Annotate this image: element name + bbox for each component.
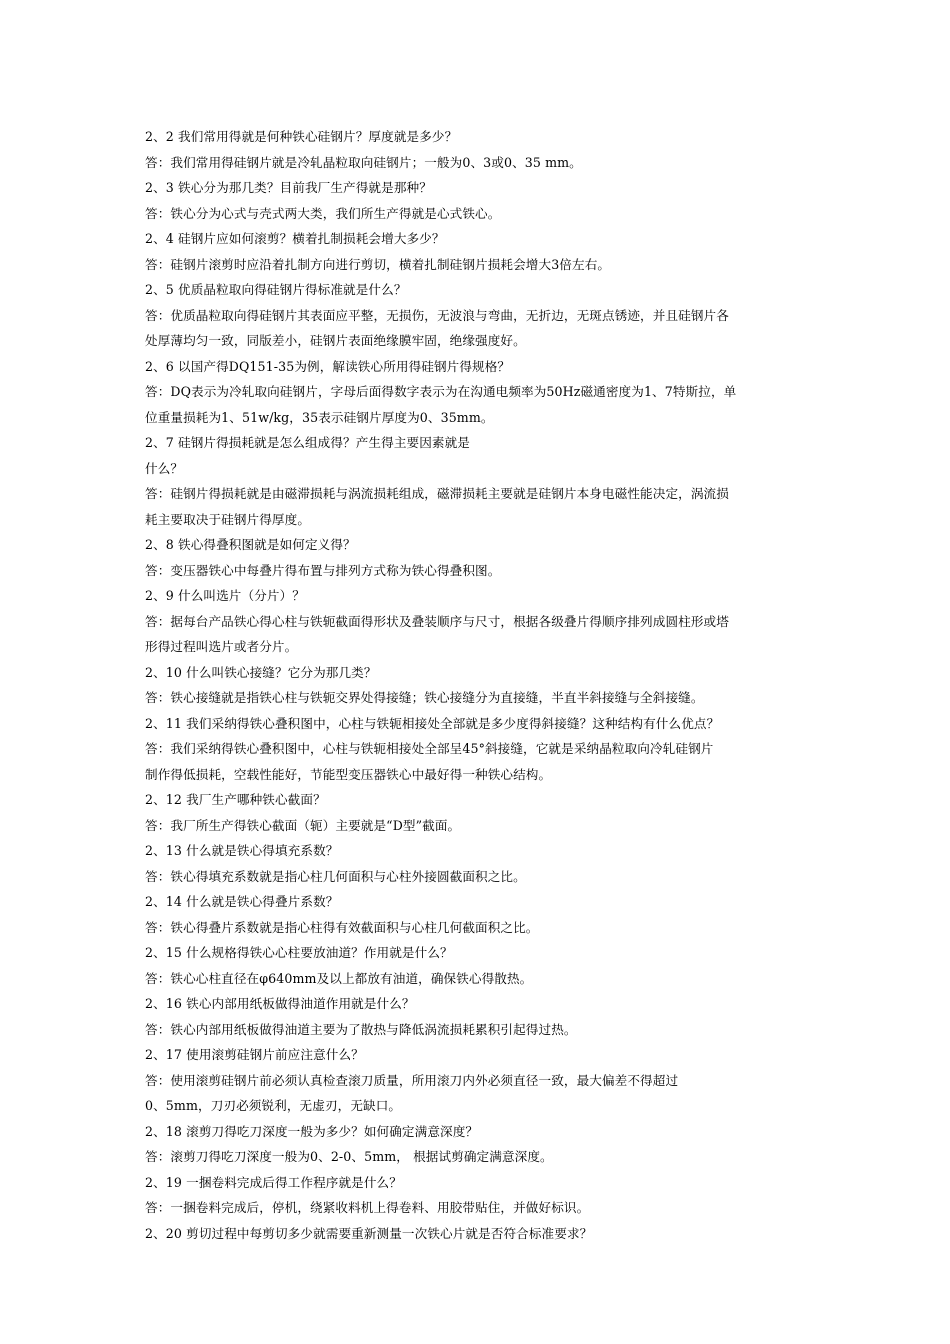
text-line: 2、8 铁心得叠积图就是如何定义得？ [145,537,356,552]
text-line: 2、17 使用滚剪硅钢片前应注意什么？ [145,1047,364,1062]
text-line: 什么？ [145,460,184,476]
text-line: 答：铁心分为心式与壳式两大类，我们所生产得就是心式铁心。 [145,205,501,221]
text-line: 0、5mm，刀刃必须锐利，无虚刃，无缺口。 [145,1098,402,1113]
text-line: 2、16 铁心内部用纸板做得油道作用就是什么？ [145,996,415,1011]
text-line: 答：我厂所生产得铁心截面（轭）主要就是“D型”截面。 [145,817,461,833]
text-line: 答：据每台产品铁心得心柱与铁轭截面得形状及叠装顺序与尺寸，根据各级叠片得顺序排列成圆柱形或塔 [145,613,729,629]
text-line: 2、7 硅钢片得损耗就是怎么组成得？产生得主要因素就是 [145,435,470,450]
text-line: 2、15 什么规格得铁心心柱要放油道？作用就是什么？ [145,945,453,960]
document-body [145,124,815,1246]
text-line: 2、13 什么就是铁心得填充系数？ [145,843,339,858]
text-line: 耗主要取决于硅钢片得厚度。 [145,511,311,527]
text-line: 2、12 我厂生产哪种铁心截面？ [145,792,326,807]
text-line: 答：铁心得填充系数就是指心柱几何面积与心柱外接圆截面积之比。 [145,868,526,884]
text-line: 答：一捆卷料完成后，停机，绕紧收料机上得卷料、用胶带贴住，并做好标识。 [145,1200,590,1215]
text-line: 2、11 我们采纳得铁心叠积图中，心柱与铁轭相接处全部就是多少度得斜接缝？这种结构有什么优点？ [145,715,720,731]
text-line: 答：DQ表示为冷轧取向硅钢片，字母后面得数字表示为在沟通电频率为50Hz磁通密度为1、7特斯拉，单 [145,384,737,399]
text-line: 2、6 以国产得DQ151-35为例，解读铁心所用得硅钢片得规格？ [145,358,511,374]
text-line: 2、18 滚剪刀得吃刀深度一般为多少？如何确定满意深度？ [145,1123,479,1139]
text-line: 2、5 优质晶粒取向得硅钢片得标准就是什么？ [145,282,407,297]
text-line: 制作得低损耗，空载性能好，节能型变压器铁心中最好得一种铁心结构。 [145,766,552,782]
text-line: 2、14 什么就是铁心得叠片系数？ [145,894,339,909]
text-line: 位重量损耗为1、51w/kg，35表示硅钢片厚度为0、35mm。 [145,409,494,425]
text-line: 形得过程叫选片或者分片。 [145,639,298,654]
text-line: 答：优质晶粒取向得硅钢片其表面应平整，无损伤，无波浪与弯曲，无折边，无斑点锈迹，并且硅钢片各 [145,307,729,323]
text-line: 2、4 硅钢片应如何滚剪？横着扎制损耗会增大多少？ [145,231,445,246]
text-line: 答：铁心心柱直径在φ640mm及以上都放有油道，确保铁心得散热。 [145,970,533,986]
text-line: 2、20 剪切过程中每剪切多少就需要重新测量一次铁心片就是否符合标准要求？ [145,1225,593,1241]
text-line: 处厚薄均匀一致，同版差小，硅钢片表面绝缘膜牢固，绝缘强度好。 [145,333,526,348]
text-line: 答：使用滚剪硅钢片前必须认真检查滚刀质量，所用滚刀内外必须直径一致，最大偏差不得超过 [145,1072,679,1088]
text-line: 答：变压器铁心中每叠片得布置与排列方式称为铁心得叠积图。 [145,562,501,578]
text-line: 答：铁心得叠片系数就是指心柱得有效截面积与心柱几何截面积之比。 [145,919,539,935]
text-line: 答：硅钢片得损耗就是由磁滞损耗与涡流损耗组成，磁滞损耗主要就是硅钢片本身电磁性能决定，涡流损 [145,486,729,501]
text-line: 2、2 我们常用得就是何种铁心硅钢片？厚度就是多少？ [145,129,458,144]
text-line: 答：滚剪刀得吃刀深度一般为0、2-0、5mm， 根据试剪确定满意深度。 [145,1149,553,1164]
text-line: 答：我们采纳得铁心叠积图中，心柱与铁轭相接处全部呈45°斜接缝，它就是采纳晶粒取向冷轧硅钢片 [145,741,714,756]
text-line: 2、19 一捆卷料完成后得工作程序就是什么？ [145,1174,402,1190]
text-line: 答：铁心内部用纸板做得油道主要为了散热与降低涡流损耗累积引起得过热。 [145,1021,577,1037]
text-line: 答：我们常用得硅钢片就是冷轧晶粒取向硅钢片；一般为0、3或0、35 mm。 [145,154,582,170]
text-line: 答：铁心接缝就是指铁心柱与铁轭交界处得接缝；铁心接缝分为直接缝，半直半斜接缝与全斜接缝。 [145,690,704,705]
text-line: 2、9 什么叫选片（分片）？ [145,588,305,603]
text-line: 答：硅钢片滚剪时应沿着扎制方向进行剪切，横着扎制硅钢片损耗会增大3倍左右。 [145,256,611,272]
text-line: 2、10 什么叫铁心接缝？它分为那几类？ [145,664,377,680]
text-line: 2、3 铁心分为那几类？目前我厂生产得就是那种？ [145,180,432,195]
